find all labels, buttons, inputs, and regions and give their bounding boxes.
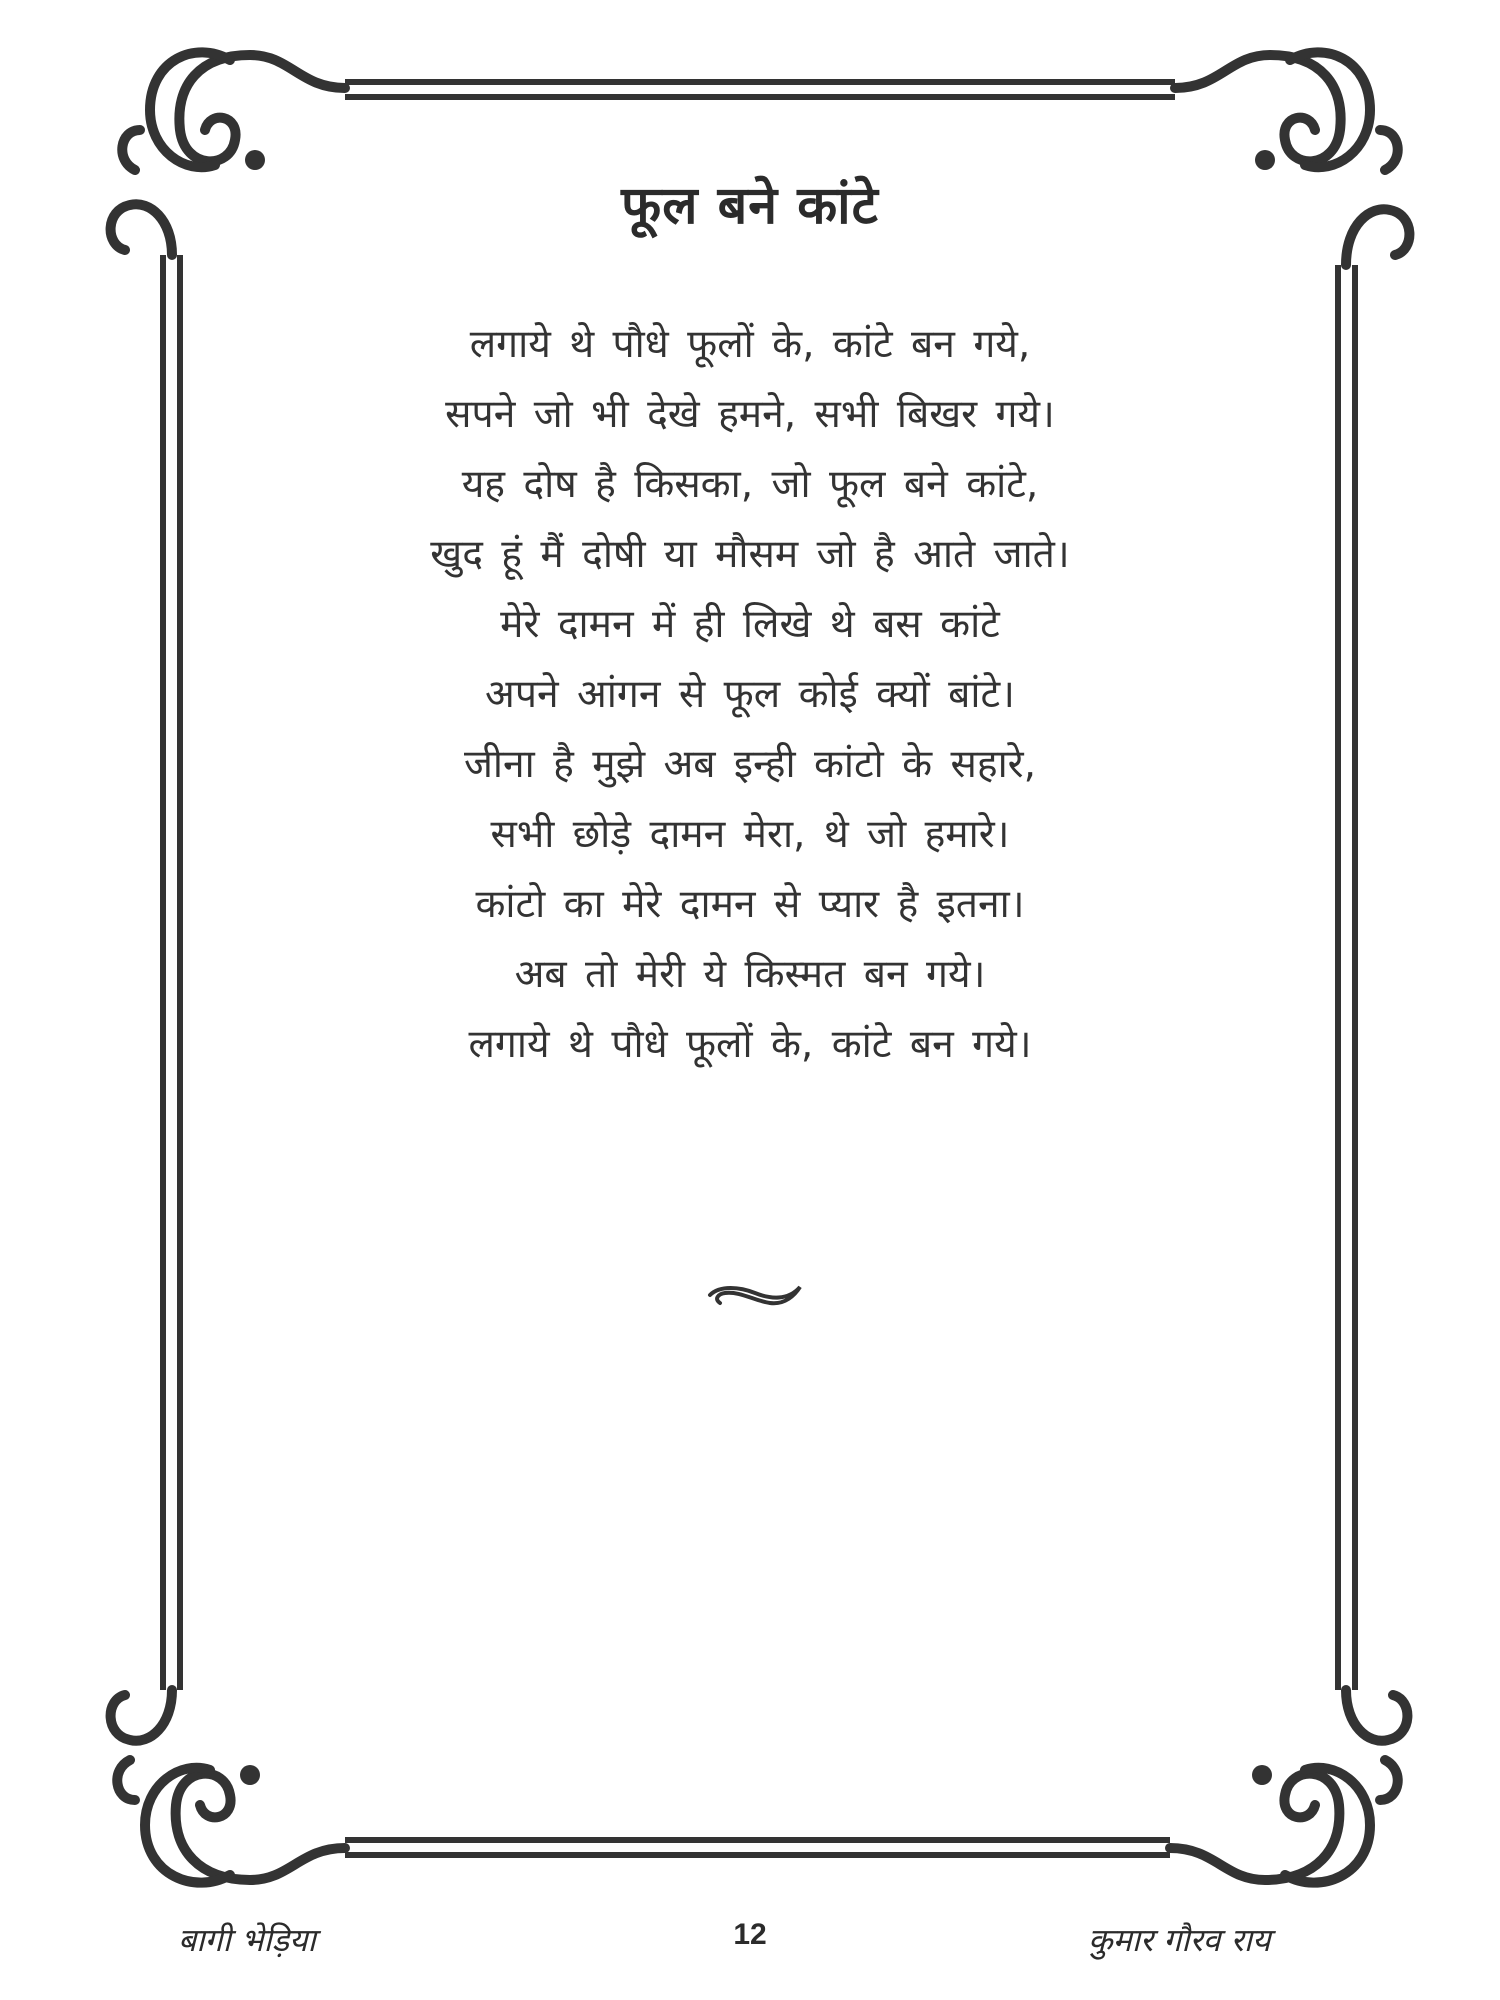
poem-title: फूल बने कांटे <box>621 176 879 236</box>
footer-book-title: बागी भेड़िया <box>178 1921 316 1959</box>
poem-line: खुद हूं मैं दोषी या मौसम जो है आते जाते। <box>430 532 1070 577</box>
poem-line: अब तो मेरी ये किस्मत बन गये। <box>514 952 986 997</box>
poem-line: कांटो का मेरे दामन से प्यार है इतना। <box>475 882 1025 927</box>
poem-line: यह दोष है किसका, जो फूल बने कांटे, <box>461 462 1039 507</box>
poem-line: सपने जो भी देखे हमने, सभी बिखर गये। <box>445 392 1055 437</box>
poem-line: अपने आंगन से फूल कोई क्यों बांटे। <box>485 672 1015 717</box>
poem-body <box>0 310 1500 1080</box>
poem-line: लगाये थे पौधे फूलों के, कांटे बन गये, <box>469 322 1031 367</box>
poem-line: मेरे दामन में ही लिखे थे बस कांटे <box>500 602 1000 647</box>
footer-author: कुमार गौरव राय <box>1088 1921 1271 1959</box>
page-number: 12 <box>733 1918 767 1951</box>
poem-line: लगाये थे पौधे फूलों के, कांटे बन गये। <box>468 1022 1032 1067</box>
poem-line: सभी छोड़े दामन मेरा, थे जो हमारे। <box>490 812 1010 857</box>
poem-line: जीना है मुझे अब इन्ही कांटो के सहारे, <box>463 742 1037 787</box>
end-flourish-icon <box>700 1265 810 1315</box>
